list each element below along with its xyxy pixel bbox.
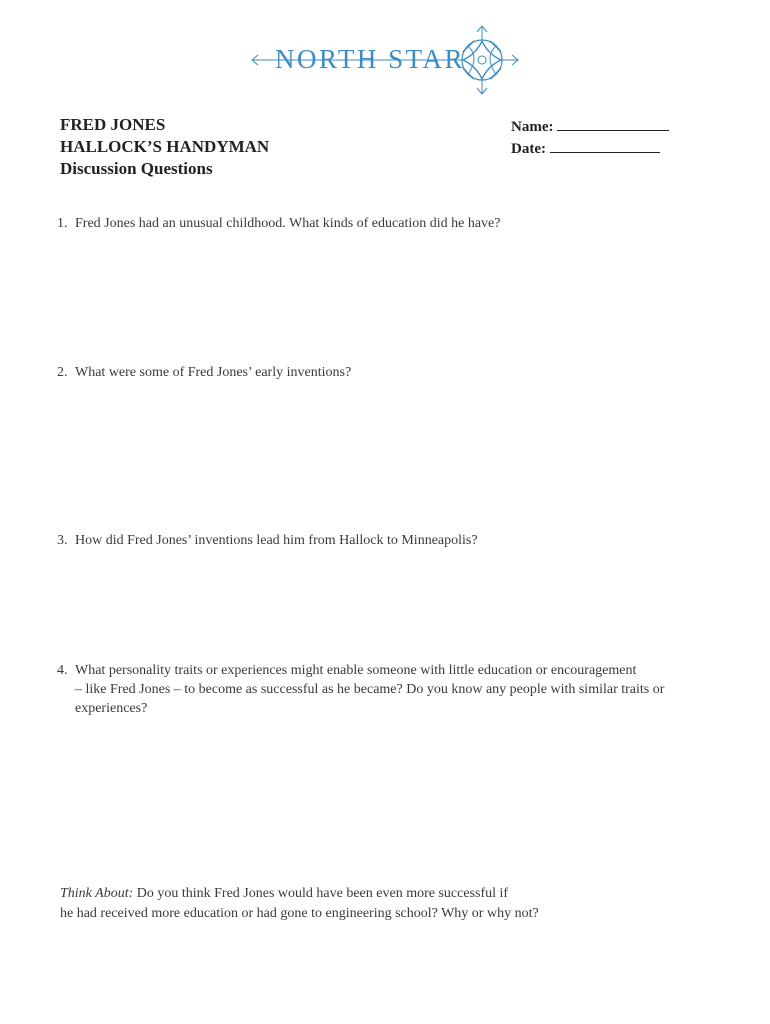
date-blank[interactable] <box>550 138 660 153</box>
question-1: 1. Fred Jones had an unusual childhood. What kinds of education did he have? <box>57 216 501 231</box>
date-field-row <box>511 138 669 160</box>
name-blank[interactable] <box>557 116 669 131</box>
title-line-2: HALLOCK’S HANDYMAN <box>60 137 270 156</box>
think-about-label: Think About: <box>60 886 134 901</box>
question-2: 2. What were some of Fred Jones’ early inventions? <box>57 365 352 380</box>
title-line-1: FRED JONES <box>60 115 166 134</box>
title-line-3: Discussion Questions <box>60 159 213 178</box>
north-star-logo <box>248 24 523 96</box>
name-field-row <box>511 116 669 138</box>
question-4: 4. What personality traits or experiences might enable someone with little education or encouragement – like Fred Jones – to become as successful as he became? Do you know any people with similar traits or experiences? <box>57 663 665 716</box>
logo-text: NORTH STAR <box>275 44 465 74</box>
student-fields <box>511 116 669 160</box>
name-label: Name: <box>511 119 554 135</box>
think-about: Think About: Do you think Fred Jones would have been even more successful if he had received more education or had gone to engineering school? Why or why not? <box>60 886 539 921</box>
question-3: 3. How did Fred Jones’ inventions lead him from Hallock to Minneapolis? <box>57 533 478 548</box>
date-label: Date: <box>511 141 546 157</box>
